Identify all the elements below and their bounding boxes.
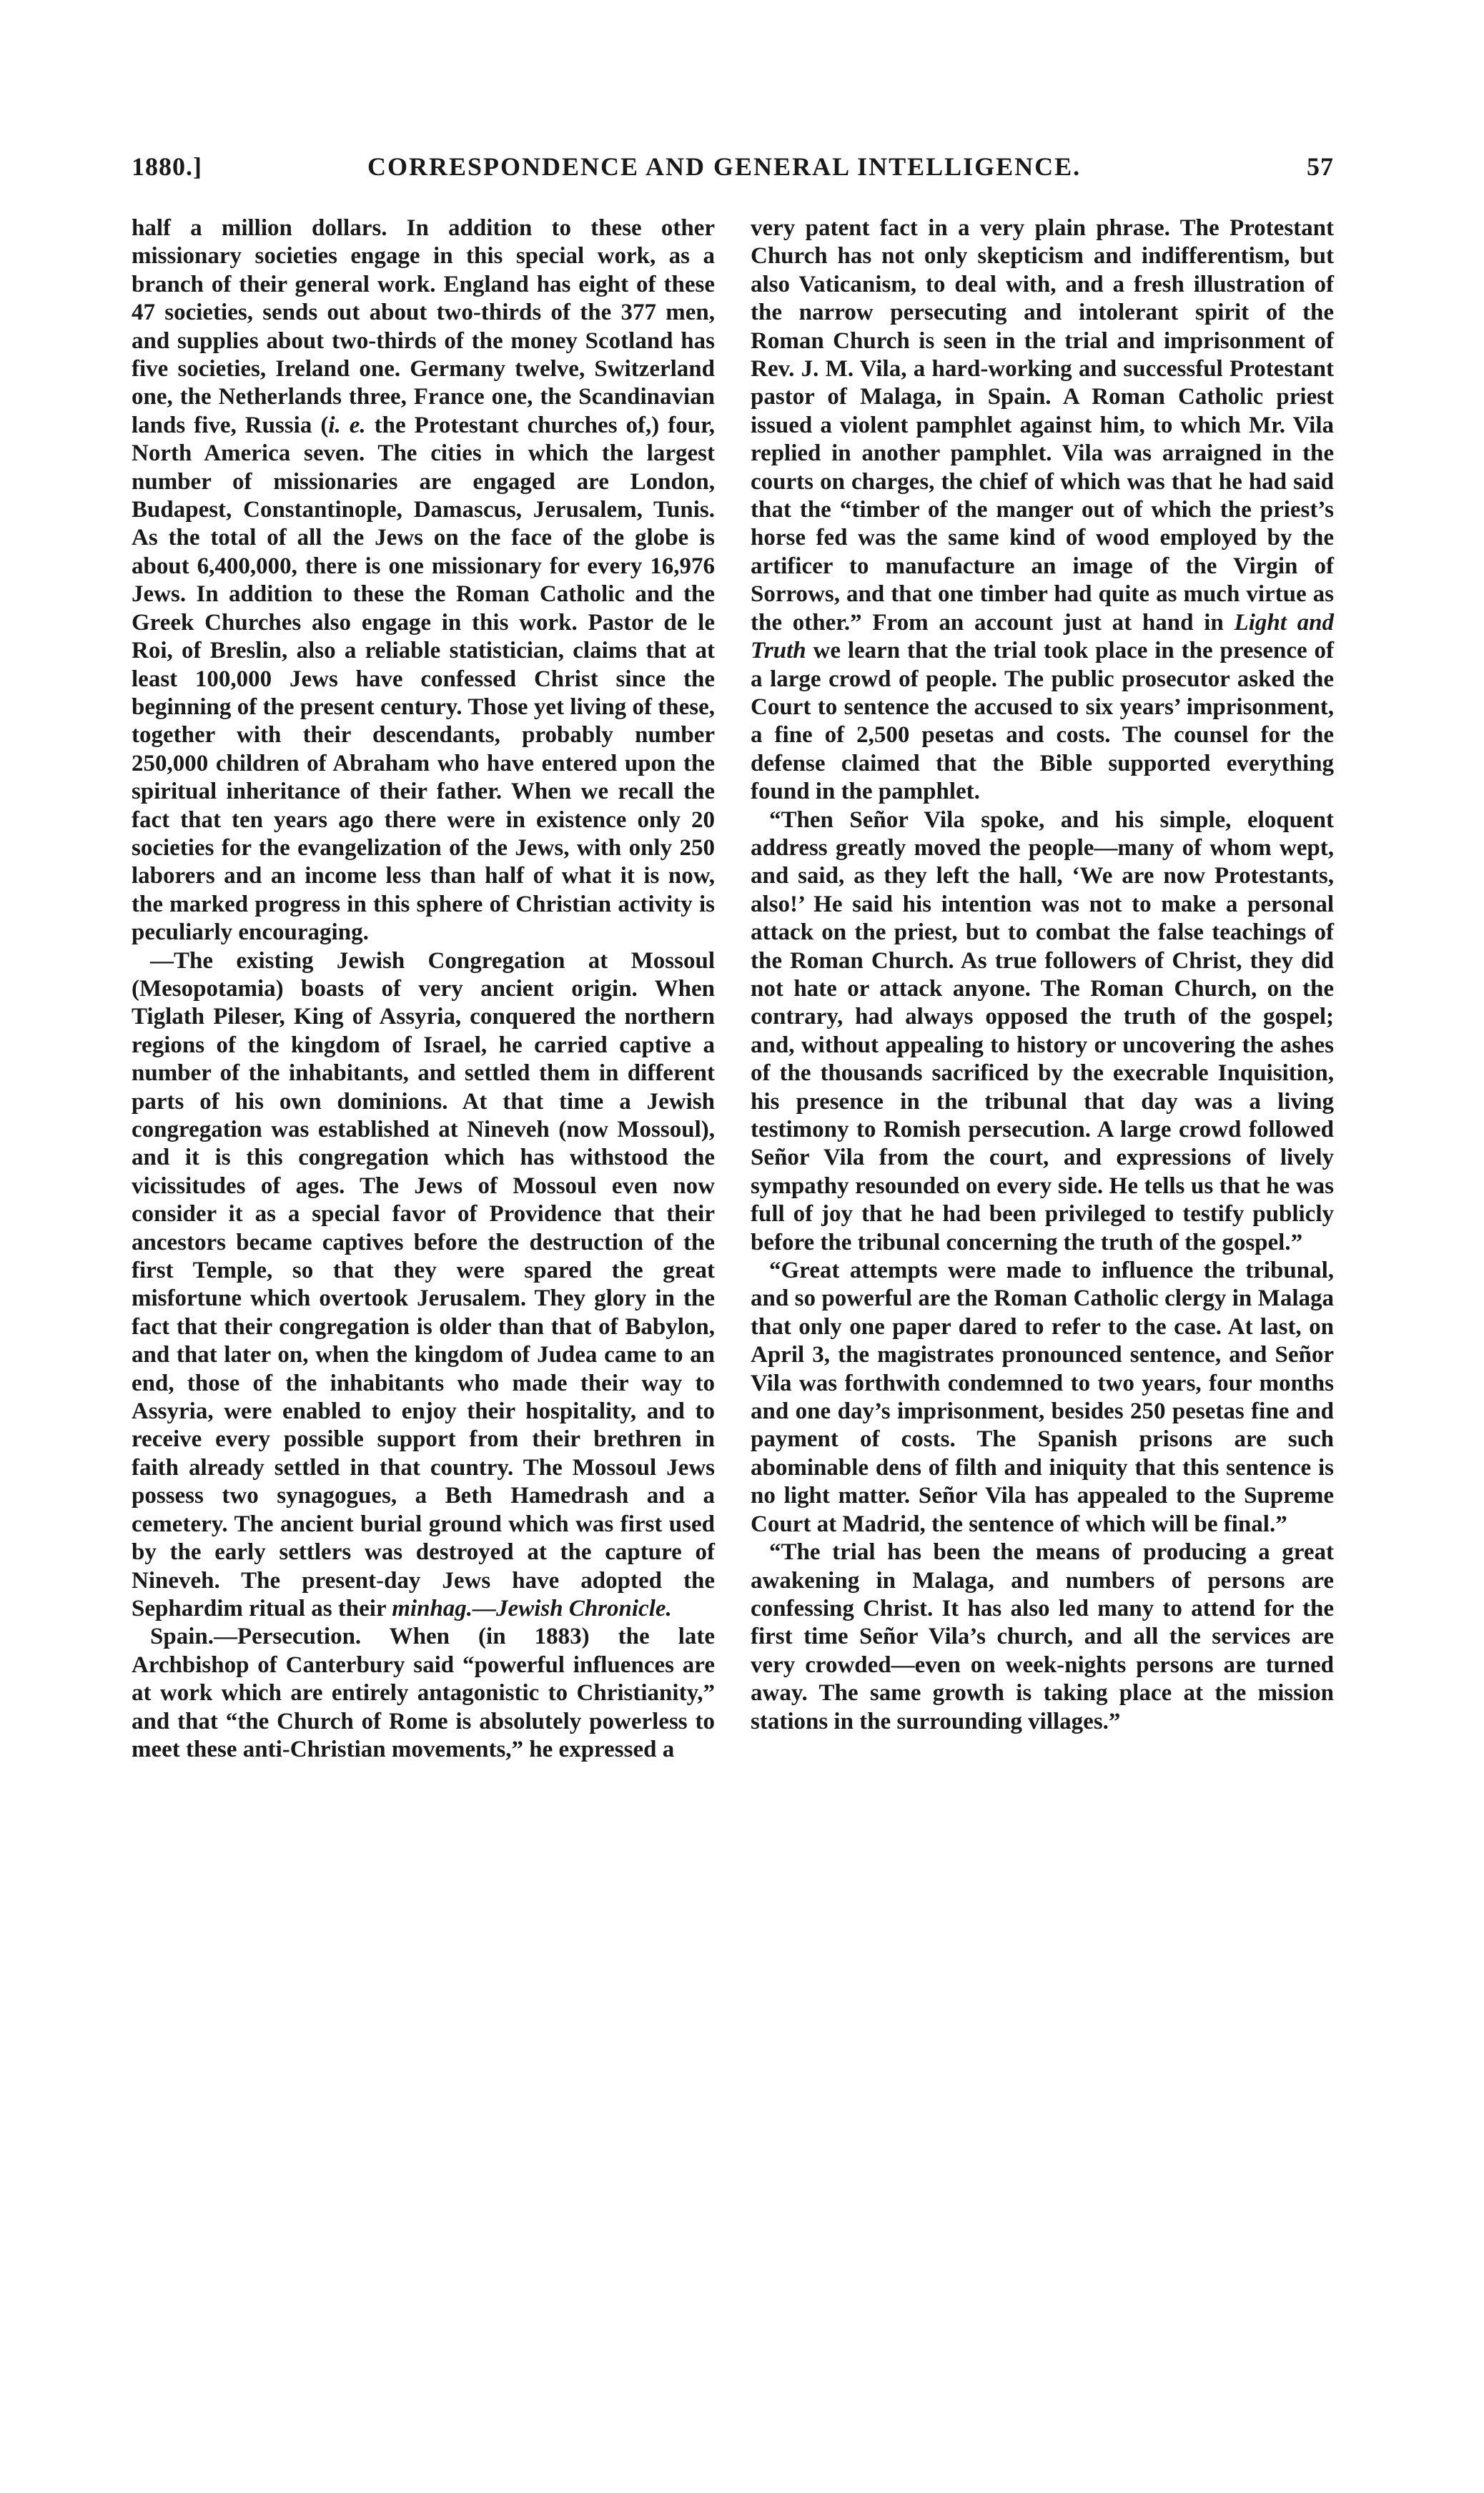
text-run: “The trial has been the means of producing a great awakening in Malaga, and numbers of persons are confessing Christ. It has also led many to attend for the first time Señor Vila’s church, and all the services are very crowded—even on week-nights persons are turned away. The same growth is taking place at the mission stations in the surrounding villages.” bbox=[751, 1539, 1334, 1734]
text-run: the Protestant churches of,) four, North America seven. The cities in which the largest number of missionaries are engaged are London, Budapest, Constantinople, Damascus, Jerusalem, Tunis. As the total of all the Jews on the face of the globe is about 6,400,000, there is one missionary for every 16,976 Jews. In addition to these the Roman Catholic and the Greek Churches also engage in this work. Pastor de le Roi, of Breslin, also a reliable statistician, claims that at least 100,000 Jews have confessed Christ since the beginning of the present century. Those yet living of these, together with their descendants, probably number 250,000 children of Abraham who have entered upon the spiritual inheritance of their father. When we recall the fact that ten years ago there were in existence only 20 societies for the evangelization of the Jews, with only 250 laborers and an income less than half of what it is now, the marked progress in this sphere of Christian activity is peculiarly encouraging. bbox=[132, 412, 715, 946]
header-year: 1880.] bbox=[132, 152, 202, 181]
paragraph bbox=[751, 1539, 1334, 1736]
text-run: “Then Señor Vila spoke, and his simple, eloquent address greatly moved the people—many of whom wept, and said, as they left the hall, ‘We are now Protestants, also!’ He said his intention was not to make a personal attack on the priest, but to combat the false teachings of the Roman Church. As true followers of Christ, they did not hate or attack anyone. The Roman Church, on the contrary, had always opposed the truth of the gospel; and, without appealing to history or uncovering the ashes of the thousands sacrificed by the execrable Inquisition, his presence in the tribunal that day was a living testimony to Romish persecution. A large crowd followed Señor Vila from the court, and expressions of lively sympathy resounded on every side. He tells us that he was full of joy that he had been privileged to testify publicly before the tribunal concerning the truth of the gospel.” bbox=[751, 806, 1334, 1255]
right-column bbox=[751, 214, 1334, 1736]
paragraph bbox=[132, 214, 715, 947]
italic-text: i. e. bbox=[328, 412, 366, 438]
paragraph bbox=[751, 806, 1334, 1258]
text-run: “Great attempts were made to influence the tribunal, and so powerful are the Roman Catholic clergy in Malaga that only one paper dared to refer to the case. At last, on April 3, the magistrates pronounced sentence, and Señor Vila was forthwith condemned to two years, four months and one day’s imprisonment, besides 250 pesetas fine and payment of costs. The Spanish prisons are such abominable dens of filth and iniquity that this sentence is no light matter. Señor Vila has appealed to the Supreme Court at Madrid, the sentence of which will be final.” bbox=[751, 1258, 1334, 1537]
text-run: half a million dollars. In addition to these other missionary societies engage in this special work, as a branch of their general work. England has eight of these 47 societies, sends out about two-thirds of the 377 men, and supplies about two-thirds of the money Scotland has five societies, Ireland one. Germany twelve, Switzerland one, the Netherlands three, France one, the Scandinavian lands five, Russia ( bbox=[132, 215, 715, 438]
page-number: 57 bbox=[1307, 152, 1334, 181]
running-header bbox=[132, 152, 1334, 187]
header-title: CORRESPONDENCE AND GENERAL INTELLIGENCE. bbox=[367, 152, 1082, 181]
text-run: Spain.—Persecution. When (in 1883) the late Archbishop of Canterbury said “powerful influences are at work which are entirely antagonistic to Christianity,” and that “the Church of Rome is absolutely powerless to meet these anti-Christian movements,” he expressed a bbox=[132, 1624, 715, 1762]
text-run: we learn that the trial took place in the presence of a large crowd of people. The public prosecutor asked the Court to sentence the accused to six years’ imprisonment, a fine of 2,500 pesetas and costs. The counsel for the defense claimed that the Bible supported everything found in the pamphlet. bbox=[751, 638, 1334, 805]
left-column bbox=[132, 214, 715, 1764]
italic-text: minhag.—Jewish Chronicle. bbox=[392, 1595, 672, 1621]
paragraph bbox=[751, 1257, 1334, 1539]
text-run: very patent fact in a very plain phrase. The Protestant Church has not only skepticism and indifferentism, but also Vaticanism, to deal with, and a fresh illustration of the narrow persecuting and intolerant spirit of the Roman Church is seen in the trial and imprisonment of Rev. J. M. Vila, a hard-working and successful Protestant pastor of Malaga, in Spain. A Roman Catholic priest issued a violent pamphlet against him, to which Mr. Vila replied in another pamphlet. Vila was arraigned in the courts on charges, the chief of which was that he had said that the “timber of the manger out of which the priest’s horse fed was the same kind of wood employed by the artificer to manufacture an image of the Virgin of Sorrows, and that one timber had quite as much virtue as the other.” From an account just at hand in bbox=[751, 215, 1334, 636]
paragraph bbox=[132, 947, 715, 1624]
italic-text: Light and Truth bbox=[751, 609, 1334, 664]
paragraph bbox=[751, 214, 1334, 806]
text-run: —The existing Jewish Congregation at Mossoul (Mesopotamia) boasts of very ancient origin. When Tiglath Pileser, King of Assyria, conquered the northern regions of the kingdom of Israel, he carried captive a number of the inhabitants, and settled them in different parts of his own dominions. At that time a Jewish congregation was established at Nineveh (now Mossoul), and it is this congregation which has withstood the vicissitudes of ages. The Jews of Mossoul even now consider it as a special favor of Providence that their ancestors became captives before the destruction of the first Temple, so that they were spared the great misfortune which overtook Jerusalem. They glory in the fact that their congregation is older than that of Babylon, and that later on, when the kingdom of Judea came to an end, those of the inhabitants who made their way to Assyria, were enabled to enjoy their hospitality, and to receive every possible support from their brethren in faith already settled in that country. The Mossoul Jews possess two synagogues, a Beth Hamedrash and a cemetery. The ancient burial ground which was first used by the early settlers was destroyed at the capture of Nineveh. The present-day Jews have adopted the Sephardim ritual as their bbox=[132, 947, 715, 1621]
paragraph bbox=[132, 1623, 715, 1764]
